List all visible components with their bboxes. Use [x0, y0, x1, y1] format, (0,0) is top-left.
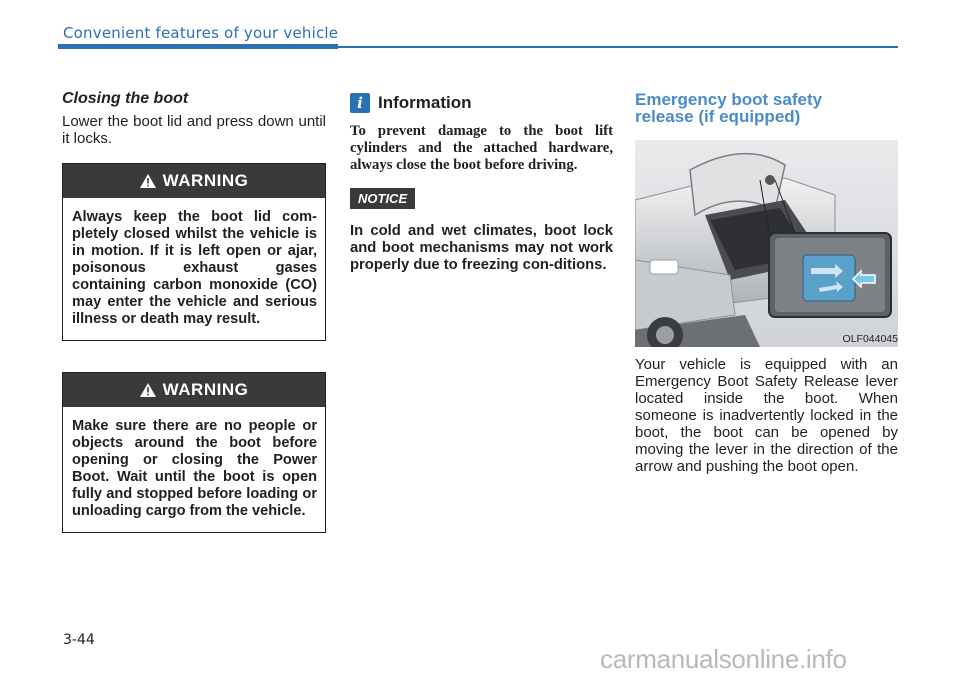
header-rule-thin: [338, 46, 898, 48]
closing-boot-text: Lower the boot lid and press down until it locks.: [62, 113, 326, 147]
image-caption: OLF044045: [842, 333, 898, 345]
warning-text-2: Make sure there are no people or objects around the boot before opening or closing the Power Boot. Wait until the boot is open fully and stopped before loading or unloading cargo from the vehicle.: [72, 418, 317, 519]
car-boot-illustration: [635, 140, 898, 347]
warning-header-1: [63, 164, 325, 198]
header-rule-thick: [58, 44, 338, 49]
watermark: carmanualsonline.info: [600, 644, 847, 674]
middle-column: [350, 93, 613, 274]
page-number: 3-44: [63, 632, 95, 648]
warning-triangle-icon: [140, 383, 156, 397]
section-header-title: Convenient features of your vehicle: [63, 24, 339, 42]
emergency-release-title-line2: release (if equipped): [635, 107, 801, 126]
boot-release-photo: [635, 140, 898, 347]
warning-box-2: [62, 372, 326, 533]
info-icon: i: [350, 93, 370, 113]
warning-label-2: WARNING: [162, 380, 249, 399]
warning-box-1: [62, 163, 326, 341]
information-heading: [350, 93, 613, 113]
warning-triangle-icon: [140, 174, 156, 188]
emergency-release-title-line1: Emergency boot safety: [635, 90, 823, 109]
notice-text: In cold and wet climates, boot lock and boot mechanisms may not work properly due to freezing con-ditions.: [350, 223, 613, 273]
information-text: To prevent damage to the boot lift cylinders and the attached hardware, always close the boot before driving.: [350, 123, 613, 173]
warning-text-1: Always keep the boot lid com-pletely closed whilst the vehicle is in motion. If it is left open or ajar, poisonous exhaust gases containing carbon monoxide (CO) may enter the vehicle and serious illness or death may result.: [72, 209, 317, 327]
emergency-release-text: Your vehicle is equipped with an Emergency Boot Safety Release lever located inside the boot. When someone is inadvertently locked in the boot, the boot can be opened by moving the lever in the direction of the arrow and pushing the boot open.: [635, 356, 898, 475]
warning-header-2: [63, 373, 325, 407]
information-title: Information: [378, 93, 472, 112]
closing-boot-heading: Closing the boot: [62, 90, 189, 107]
left-column: [62, 90, 326, 147]
warning-label-1: WARNING: [162, 171, 249, 190]
notice-badge: NOTICE: [350, 188, 415, 209]
right-column: [635, 91, 898, 125]
